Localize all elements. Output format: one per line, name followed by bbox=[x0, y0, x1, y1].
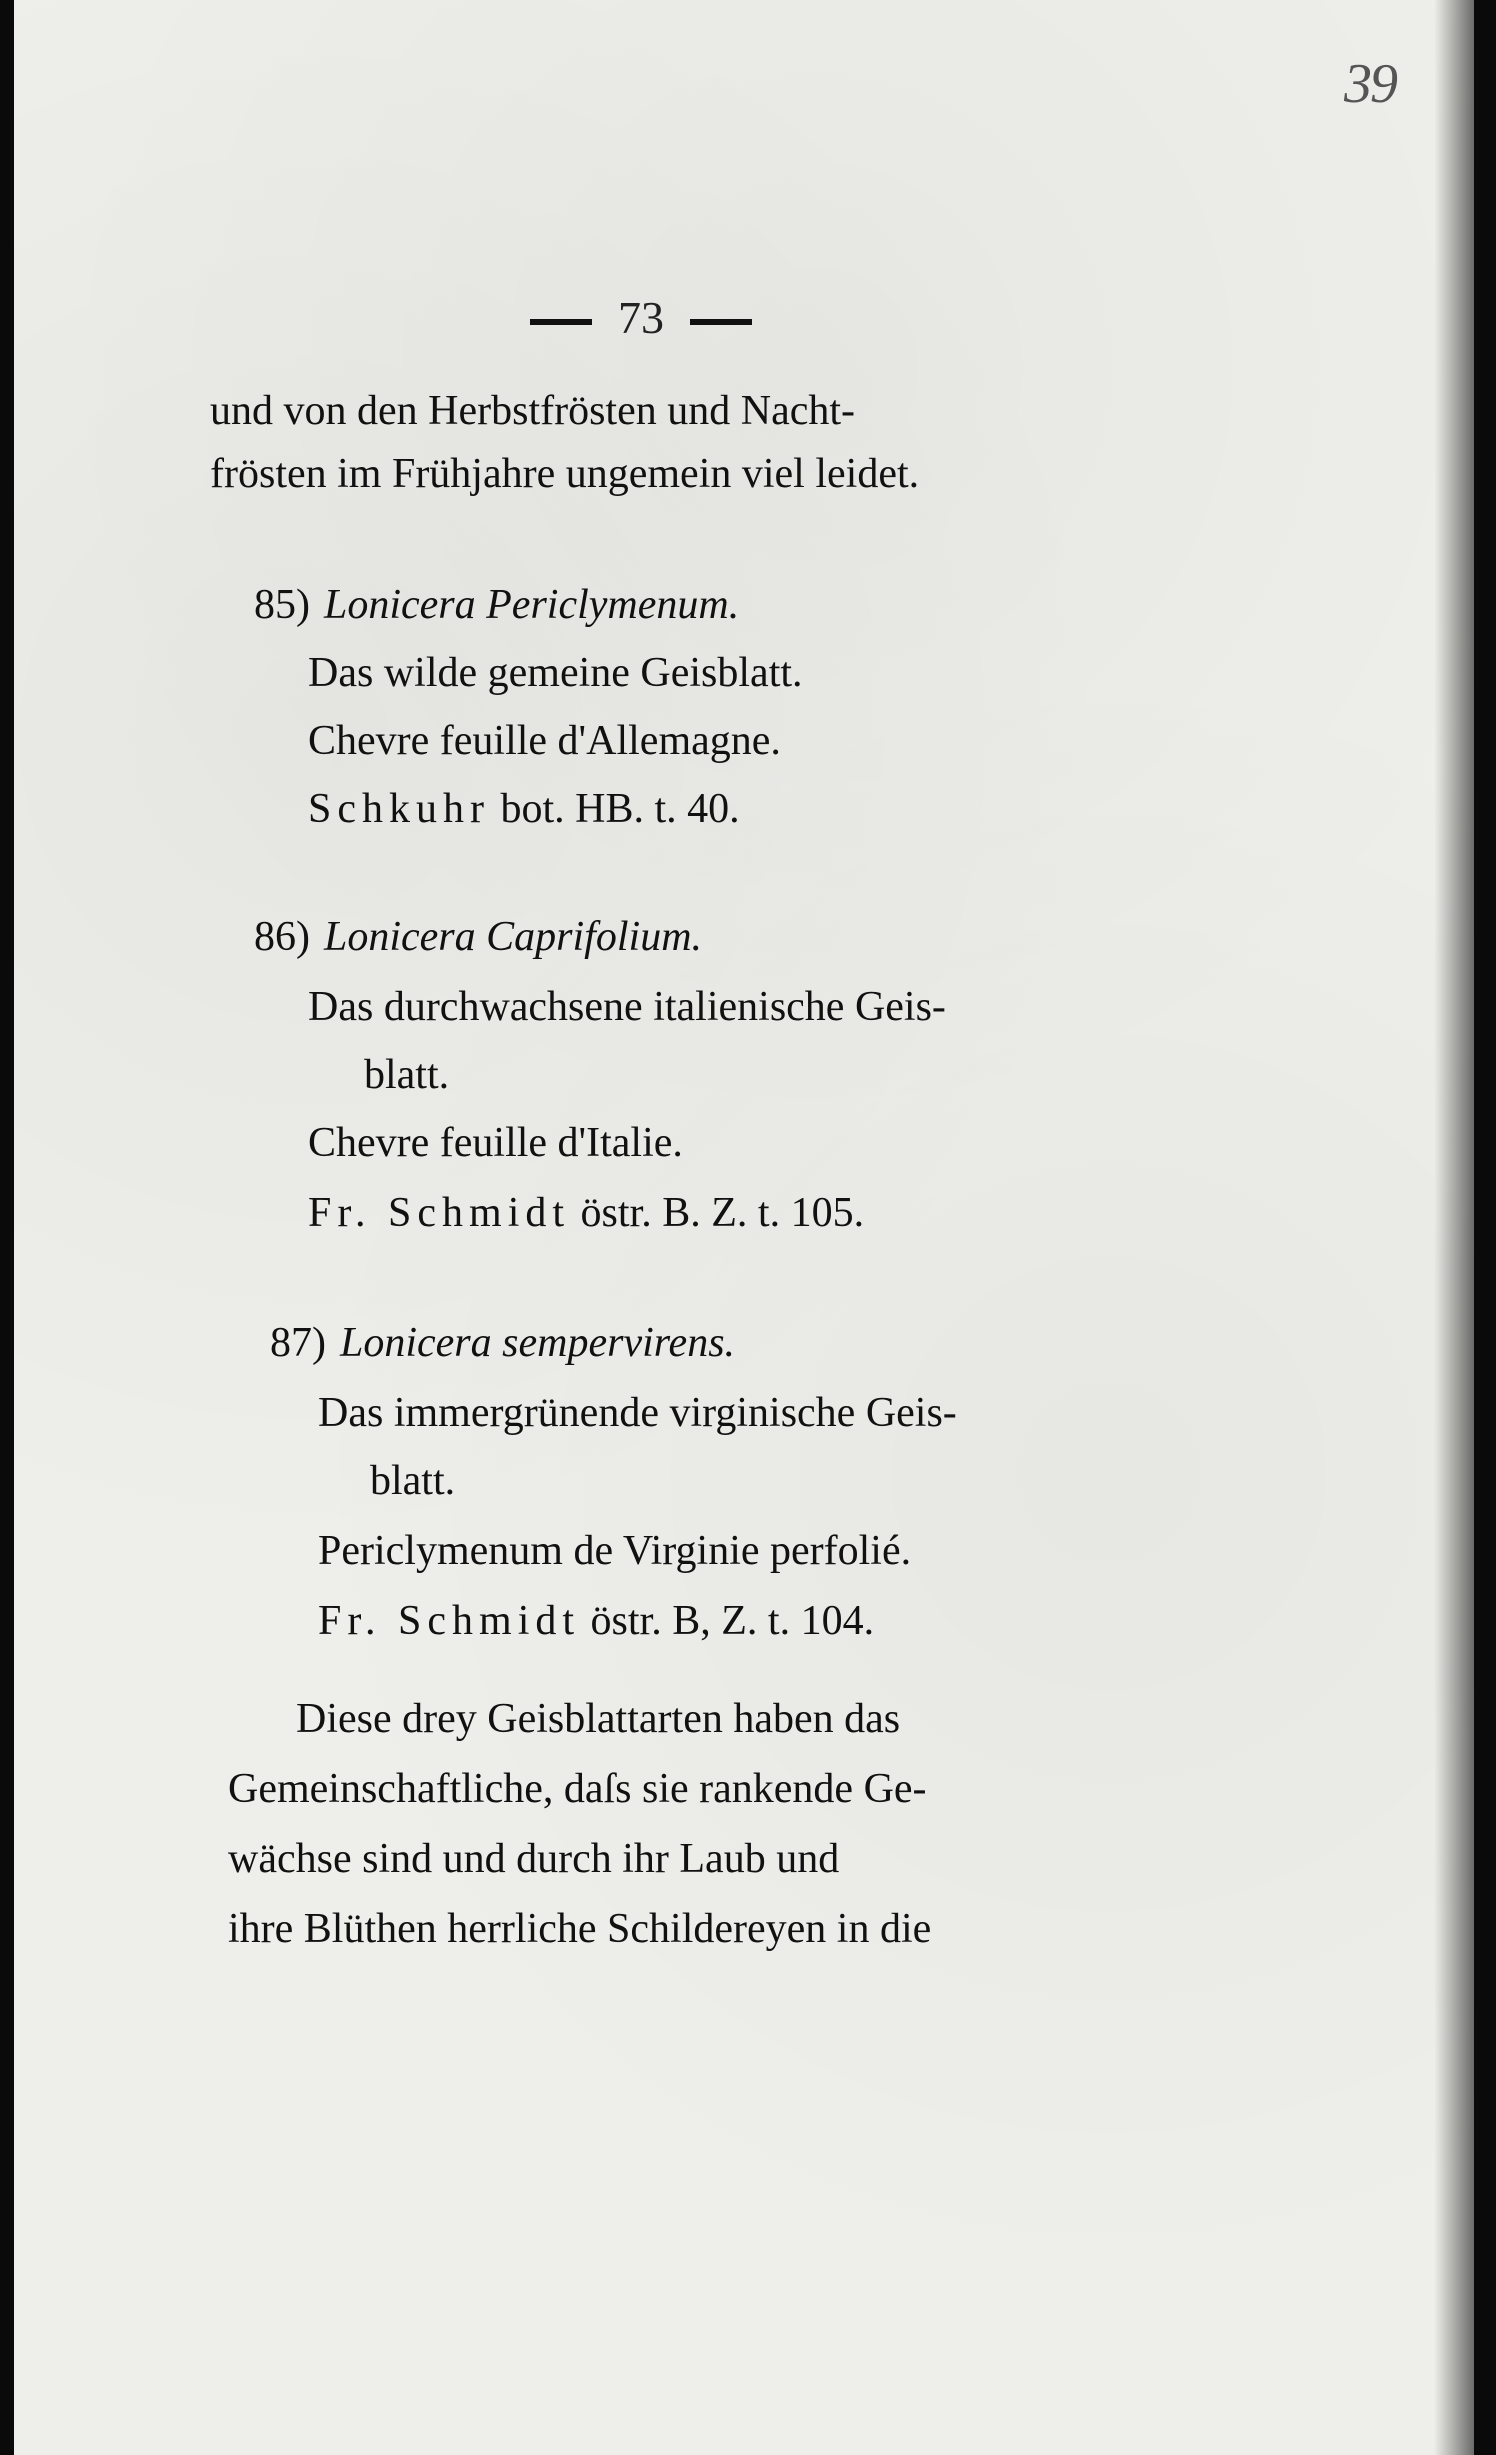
entry-87-ref-author: Fr. Schmidt bbox=[318, 1598, 581, 1644]
text-line-1: und von den Herbstfrösten und Nacht- bbox=[210, 388, 856, 434]
paragraph-line-4: ihre Blüthen herrliche Schildereyen in die bbox=[228, 1906, 932, 1952]
entry-85-number: 85) bbox=[254, 582, 310, 628]
entry-85-latin-name: Lonicera Periclymenum. bbox=[324, 582, 740, 628]
entry-87-german-name-1: Das immergrünende virginische Geis- bbox=[318, 1390, 957, 1436]
entry-86-title bbox=[254, 916, 702, 958]
header-dash-left bbox=[530, 319, 592, 325]
entry-85-ref-author: Schkuhr bbox=[308, 786, 490, 832]
page-edge-shadow bbox=[1434, 0, 1474, 2455]
page-number: 73 bbox=[618, 292, 664, 343]
text-line-2: frösten im Frühjahre ungemein viel leidet. bbox=[210, 451, 920, 497]
entry-86-german-name-2: blatt. bbox=[364, 1052, 450, 1098]
entry-86-ref-author: Fr. Schmidt bbox=[308, 1190, 571, 1236]
entry-87-title bbox=[270, 1322, 735, 1364]
paragraph-line-3: wächse sind und durch ihr Laub und bbox=[228, 1836, 840, 1882]
entry-87-number: 87) bbox=[270, 1320, 326, 1366]
paragraph-line-1: Diese drey Geisblattarten haben das bbox=[296, 1696, 901, 1742]
entry-85-french-name: Chevre feuille d'Allemagne. bbox=[308, 718, 781, 764]
entry-87-german-name-2: blatt. bbox=[370, 1458, 456, 1504]
entry-87-ref-rest: östr. B, Z. t. 104. bbox=[590, 1598, 875, 1644]
entry-85-ref-rest: bot. HB. t. 40. bbox=[500, 786, 740, 832]
header-dash-right bbox=[690, 319, 752, 325]
entry-87-reference bbox=[318, 1600, 874, 1642]
entry-86-french-name: Chevre feuille d'Italie. bbox=[308, 1120, 683, 1166]
handwritten-folio-number: 39 bbox=[1344, 53, 1396, 115]
entry-85-german-name: Das wilde gemeine Geisblatt. bbox=[308, 650, 803, 696]
page-header bbox=[504, 292, 778, 343]
entry-86-reference bbox=[308, 1192, 864, 1234]
paragraph-line-2: Gemeinschaftliche, daſs sie rankende Ge- bbox=[228, 1766, 927, 1812]
entry-86-german-name-1: Das durchwachsene italienische Geis- bbox=[308, 984, 946, 1030]
entry-85-title bbox=[254, 584, 739, 626]
entry-86-ref-rest: östr. B. Z. t. 105. bbox=[580, 1190, 865, 1236]
entry-85-reference bbox=[308, 788, 740, 830]
entry-87-latin-name: Lonicera sempervirens. bbox=[340, 1320, 736, 1366]
entry-86-number: 86) bbox=[254, 914, 310, 960]
book-page bbox=[14, 0, 1474, 2455]
entry-87-french-name: Periclymenum de Virginie perfolié. bbox=[318, 1528, 912, 1574]
entry-86-latin-name: Lonicera Caprifolium. bbox=[324, 914, 703, 960]
